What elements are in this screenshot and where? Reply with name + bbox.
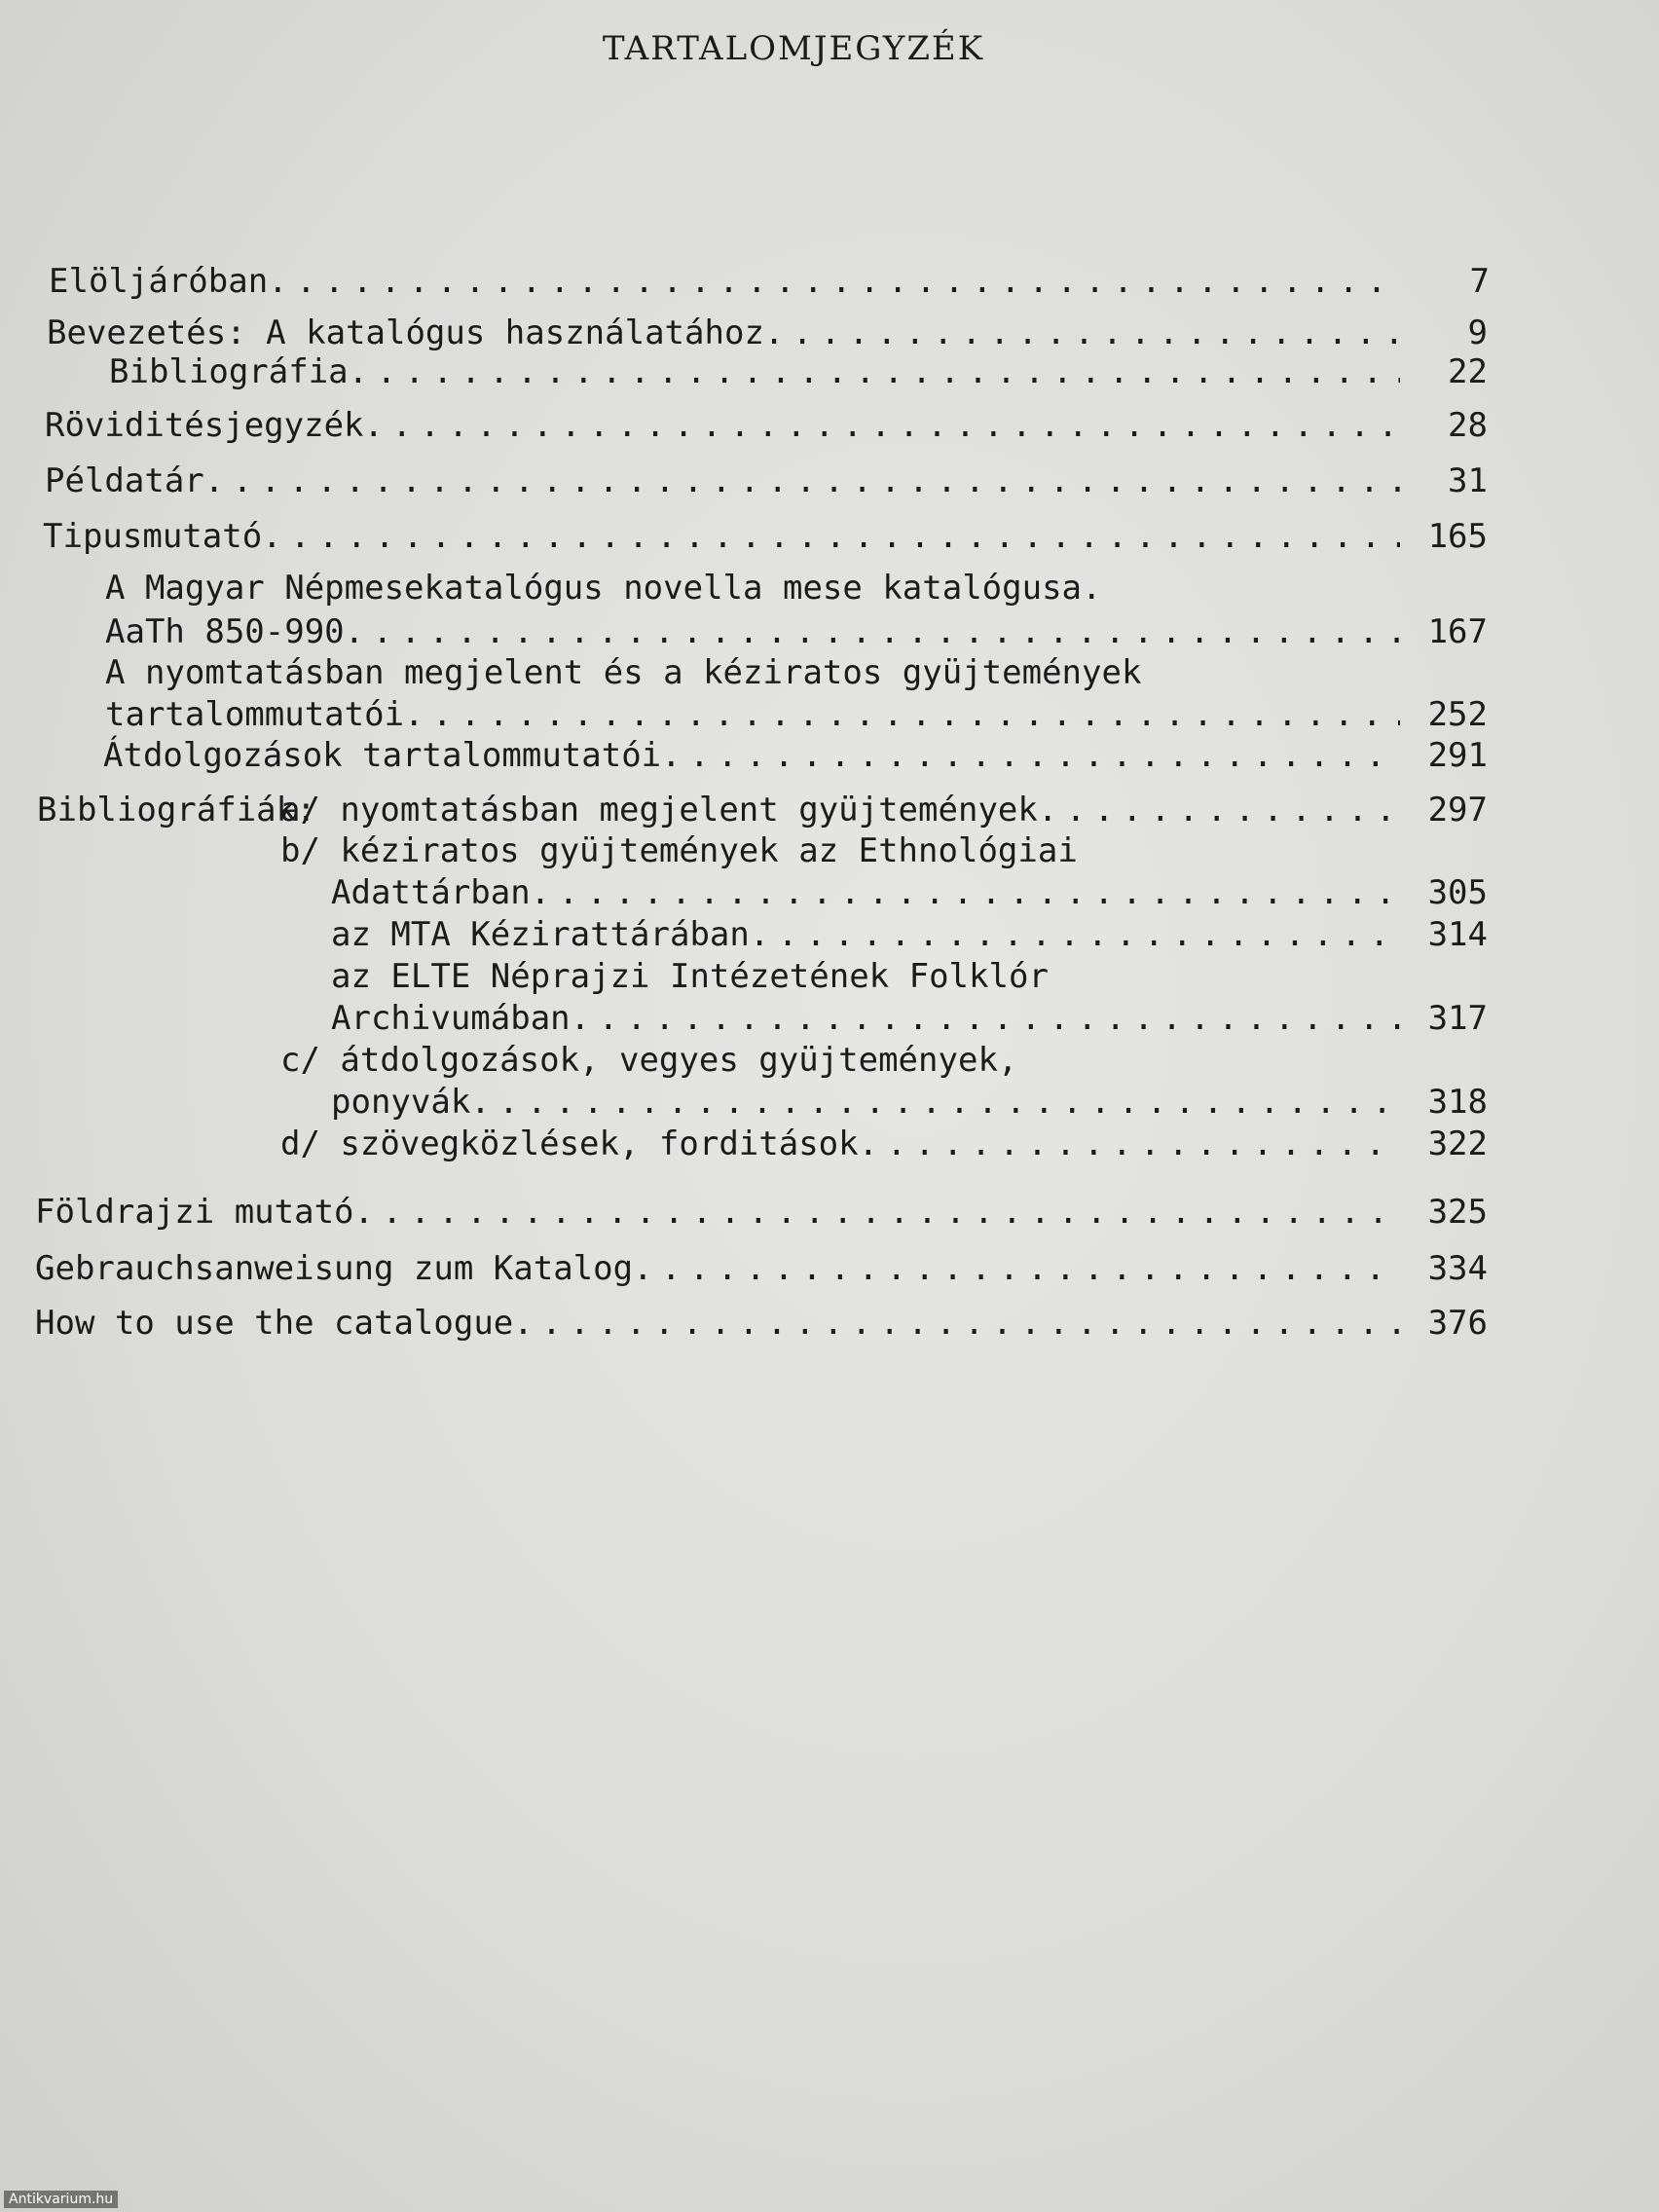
toc-entry-d	[280, 1121, 1488, 1167]
toc-entry-text: Földrajzi mutató	[35, 1193, 354, 1232]
toc-page-number: 31	[1448, 461, 1488, 500]
toc-entry-label: Bibliográfiák:	[37, 791, 316, 830]
toc-entry-text: Bevezetés: A katalógus használatához	[47, 313, 764, 352]
toc-entry-text: Tipusmutató	[43, 517, 263, 556]
toc-entry-c-line2	[331, 1079, 1488, 1125]
toc-entry-b-elte-line1	[331, 953, 1049, 1000]
toc-page-number: 28	[1448, 406, 1488, 445]
dot-leader	[750, 911, 1400, 958]
dot-leader	[513, 1300, 1400, 1346]
dot-leader	[262, 513, 1400, 560]
toc-entry-howto	[35, 1300, 1488, 1346]
dot-leader	[470, 1079, 1400, 1125]
toc-entry-text: c/ átdolgozások, vegyes gyüjtemények,	[280, 1041, 1018, 1080]
toc-page-number: 334	[1427, 1249, 1488, 1288]
toc-entry-text: b/ kéziratos gyüjtemények az Ethnológiai	[280, 831, 1078, 870]
toc-entry-peldatar	[45, 458, 1488, 504]
dot-leader	[859, 1121, 1400, 1167]
dot-leader	[404, 691, 1400, 738]
dot-leader	[349, 349, 1400, 395]
toc-page-number: 167	[1427, 612, 1488, 651]
toc-page-number: 7	[1469, 262, 1490, 301]
toc-entry-text: How to use the catalogue	[35, 1304, 514, 1343]
toc-entry-text: Archivumában	[331, 999, 571, 1038]
toc-entry-eloljaroban	[49, 258, 1490, 305]
toc-entry-b-line1	[280, 828, 1078, 874]
toc-page-number: 317	[1427, 999, 1488, 1038]
watermark: Antikvarium.hu	[4, 2191, 118, 2208]
dot-leader	[268, 258, 1402, 305]
toc-entry-text: Bibliográfia	[109, 352, 349, 391]
toc-entry-text: a/ nyomtatásban megjelent gyüjtemények	[280, 791, 1038, 830]
toc-entry-foldrajzi	[35, 1189, 1488, 1235]
toc-entry-b-elte-line2	[331, 995, 1488, 1042]
toc-page-number: 376	[1427, 1304, 1488, 1343]
toc-entry-text: Példatár	[45, 461, 204, 500]
dot-leader	[633, 1245, 1400, 1292]
toc-entry-text: A nyomtatásban megjelent és a kéziratos gyüjtemények	[105, 653, 1142, 692]
dot-leader	[345, 608, 1400, 655]
toc-entry-bibliografia	[109, 349, 1488, 395]
toc-entry-text: Röviditésjegyzék	[45, 406, 364, 445]
toc-entry-text: Gebrauchsanweisung zum Katalog	[35, 1249, 634, 1288]
toc-entry-b-mta	[331, 911, 1488, 958]
toc-entry-tipusmutato	[43, 513, 1488, 560]
dot-leader	[364, 402, 1400, 449]
toc-entry-magyar-line1	[105, 565, 1102, 611]
toc-entry-nyomtatas-line2	[105, 691, 1488, 738]
toc-entry-c-line1	[280, 1037, 1017, 1084]
toc-entry-gebrauch	[35, 1245, 1488, 1292]
toc-page-number: 291	[1427, 736, 1488, 775]
toc-entry-bibliografiak-a	[37, 787, 1488, 833]
toc-entry-text: Elöljáróban	[49, 262, 269, 301]
toc-entry-text: ponyvák	[331, 1083, 471, 1122]
toc-entry-text: az ELTE Néprajzi Intézetének Folklór	[331, 957, 1049, 996]
dot-leader	[354, 1189, 1400, 1235]
page-title: TARTALOMJEGYZÉK	[602, 29, 985, 68]
toc-page-number: 165	[1427, 517, 1488, 556]
dot-leader	[531, 869, 1400, 916]
toc-page-number: 325	[1427, 1193, 1488, 1232]
toc-entry-atdolgozasok	[103, 732, 1488, 779]
toc-entry-text: d/ szövegközlések, forditások	[280, 1124, 859, 1163]
toc-entry-text: az MTA Kézirattárában	[331, 915, 750, 954]
dot-leader	[571, 995, 1400, 1042]
toc-page-number: 314	[1427, 915, 1488, 954]
toc-entry-text: tartalommutatói	[105, 695, 405, 734]
toc-page-number: 22	[1448, 352, 1488, 391]
toc-entry-text: Adattárban	[331, 873, 531, 912]
toc-page-number: 322	[1427, 1124, 1488, 1163]
dot-leader	[1038, 787, 1400, 833]
dot-leader	[661, 732, 1400, 779]
toc-entry-nyomtatas-line1	[105, 649, 1141, 696]
toc-entry-text: AaTh 850-990	[105, 612, 345, 651]
toc-page-number: 297	[1427, 791, 1488, 830]
toc-entry-b-line2	[331, 869, 1488, 916]
toc-page-number: 305	[1427, 873, 1488, 912]
toc-entry-text: Átdolgozások tartalommutatói	[103, 736, 662, 775]
toc-entry-text: A Magyar Népmesekatalógus novella mese katalógusa.	[105, 569, 1102, 608]
toc-page-number: 252	[1427, 695, 1488, 734]
toc-page-number: 318	[1427, 1083, 1488, 1122]
toc-entry-magyar-line2	[105, 608, 1488, 655]
toc-entry-roviditesjegyzek	[45, 402, 1488, 449]
dot-leader	[204, 458, 1400, 504]
toc-page-number: 9	[1467, 313, 1488, 352]
